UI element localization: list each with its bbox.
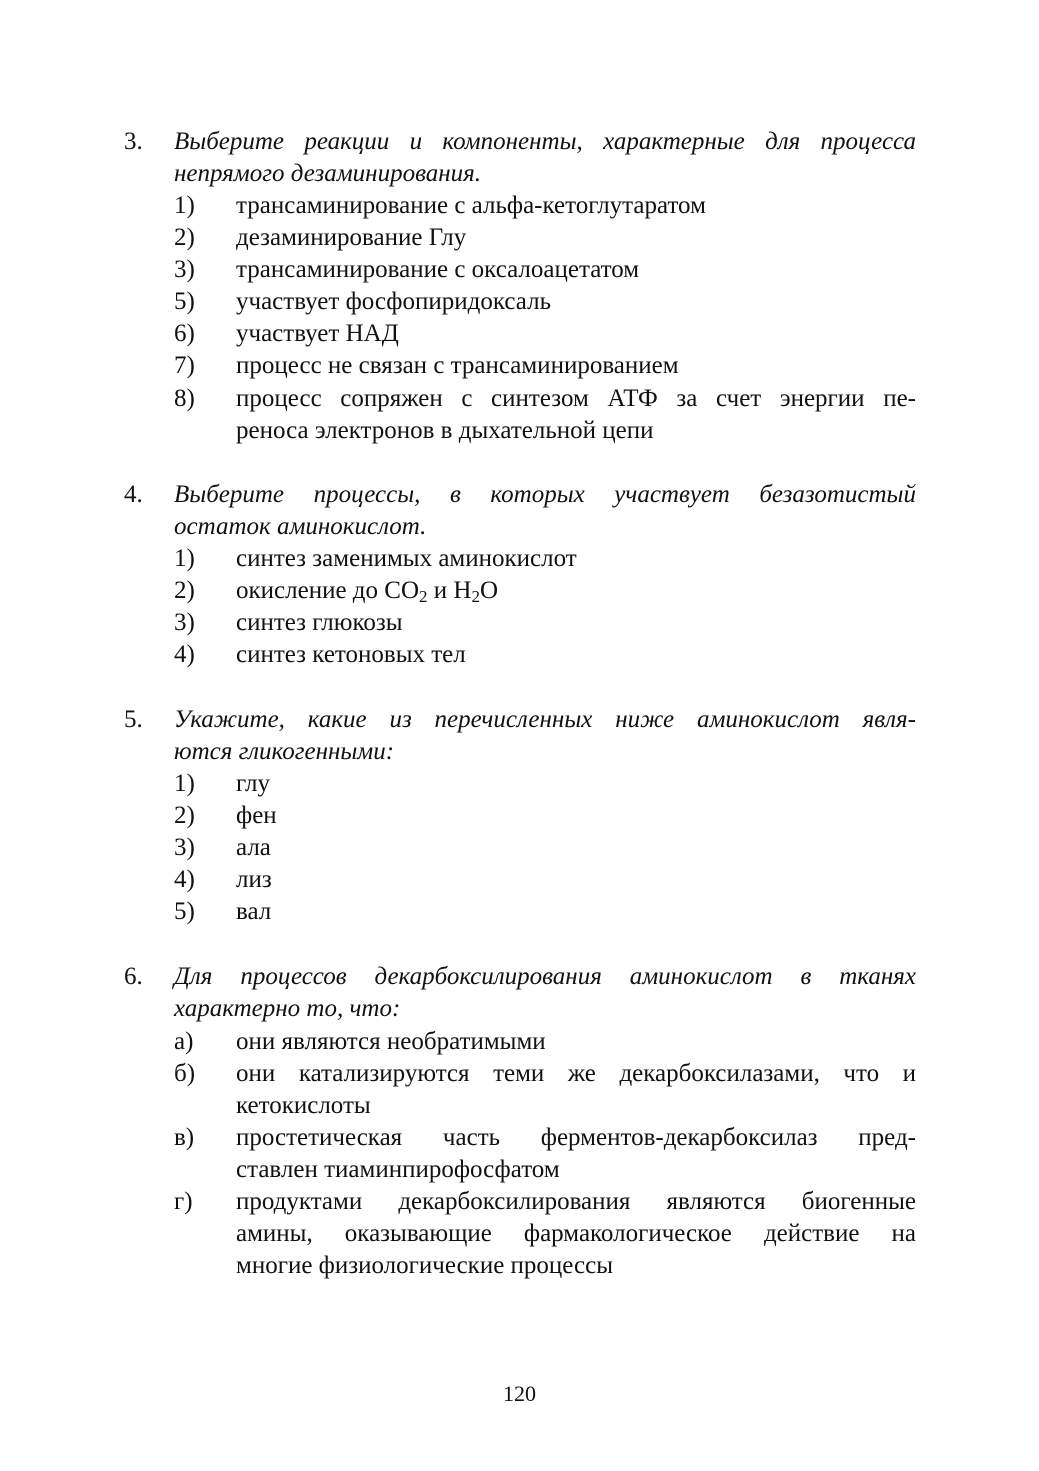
option-text: трансаминирование с альфа-кетоглутаратом — [236, 192, 706, 219]
question-number: 4. — [124, 481, 143, 508]
question-text-line: Укажите, какие из перечисленных ниже аминокислот явля- — [174, 706, 916, 733]
question-text — [174, 479, 916, 543]
question-text-line: Выберите процессы, в которых участвует безазотистый — [174, 481, 916, 508]
option-label: г) — [174, 1188, 193, 1215]
question-text — [174, 704, 916, 768]
option-text-line: амины, оказывающие фармакологическое действие на — [236, 1220, 916, 1247]
option-text — [236, 1122, 916, 1186]
option-text — [236, 575, 916, 607]
option-text — [236, 1186, 916, 1282]
option-text: синтез кетоновых тел — [236, 641, 466, 668]
option-text: синтез глюкозы — [236, 609, 403, 636]
option-label: 6) — [174, 320, 195, 347]
option-label: а) — [174, 1028, 194, 1055]
option-text: трансаминирование с оксалоацетатом — [236, 256, 640, 283]
formula-suffix: O — [479, 577, 498, 604]
option-text-line: реноса электронов в дыхательной цепи — [236, 417, 654, 444]
option-label: 1) — [174, 192, 195, 219]
formula-mid: и H — [427, 577, 472, 604]
option-label: 7) — [174, 352, 195, 379]
question-number: 5. — [124, 706, 143, 733]
option-label: 2) — [174, 802, 195, 829]
question-text-line: Для процессов декарбоксилирования аминокислот в тканях — [174, 963, 916, 990]
option-text: лиз — [236, 866, 272, 893]
question-text-line: характерно то, что: — [174, 995, 401, 1022]
option-text-line: они катализируются теми же декарбоксилазами, что и — [236, 1060, 916, 1087]
option-text: участвует НАД — [236, 320, 399, 347]
option-label: 2) — [174, 577, 195, 604]
option-text: дезаминирование Глу — [236, 224, 467, 251]
option-text-line: многие физиологические процессы — [236, 1252, 614, 1279]
option-text: фен — [236, 802, 277, 829]
option-text: ала — [236, 834, 271, 861]
subscript: 2 — [419, 587, 428, 606]
option-label: 3) — [174, 834, 195, 861]
question-number: 3. — [124, 128, 143, 155]
option-text-line: продуктами декарбоксилирования являются биогенные — [236, 1188, 916, 1215]
option-label: 3) — [174, 256, 195, 283]
question-text-line: ются гликогенными: — [174, 738, 395, 765]
option-text: глу — [236, 770, 270, 797]
option-label: б) — [174, 1060, 196, 1087]
option-label: 1) — [174, 545, 195, 572]
option-label: 3) — [174, 609, 195, 636]
option-label: 1) — [174, 770, 195, 797]
option-text: вал — [236, 898, 272, 925]
option-text-line: кетокислоты — [236, 1092, 371, 1119]
question-text-line: непрямого дезаминирования. — [174, 160, 482, 187]
question-text — [174, 126, 916, 190]
option-text — [236, 1058, 916, 1122]
page-number: 120 — [503, 1381, 536, 1406]
option-text: они являются необратимыми — [236, 1028, 546, 1055]
option-label: 8) — [174, 385, 195, 412]
option-text-line: простетическая часть ферментов-декарбоксилаз пред- — [236, 1124, 916, 1151]
question-text-line: Выберите реакции и компоненты, характерные для процесса — [174, 128, 916, 155]
question-text-line: остаток аминокислот. — [174, 513, 427, 540]
subscript: 2 — [471, 587, 480, 606]
option-label: 4) — [174, 641, 195, 668]
option-label: в) — [174, 1124, 195, 1151]
option-label: 2) — [174, 224, 195, 251]
option-text-line: ставлен тиаминпирофосфатом — [236, 1156, 560, 1183]
option-label: 5) — [174, 288, 195, 315]
question-text — [174, 961, 916, 1025]
option-text: участвует фосфопиридоксаль — [236, 288, 551, 315]
option-text: синтез заменимых аминокислот — [236, 545, 577, 572]
option-label: 5) — [174, 898, 195, 925]
formula-prefix: окисление до CO — [236, 577, 419, 604]
question-number: 6. — [124, 963, 143, 990]
option-label: 4) — [174, 866, 195, 893]
option-text: процесс не связан с трансаминированием — [236, 352, 679, 379]
option-text-line: процесс сопряжен с синтезом АТФ за счет энергии пе- — [236, 385, 916, 412]
option-text — [236, 383, 916, 447]
